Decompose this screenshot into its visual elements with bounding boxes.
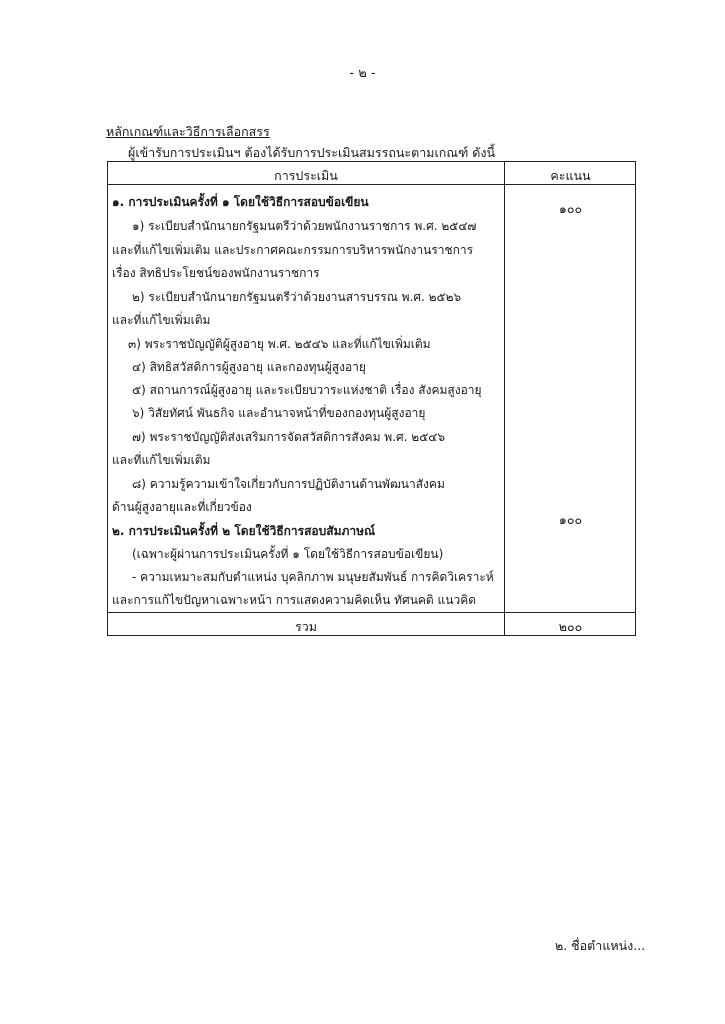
total-row [107, 612, 636, 636]
section1-line: ๕) สถานการณ์ผู้สูงอายุ และระเบียบวาระแห่งชาติ เรื่อง สังคมสูงอายุ [132, 383, 482, 397]
section1-score: ๑๐๐ [558, 201, 583, 216]
section1-line: เรื่อง สิทธิประโยชน์ของพนักงานราชการ [112, 266, 320, 280]
section1-line: ๘) ความรู้ความเข้าใจเกี่ยวกับการปฏิบัติงานด้านพัฒนาสังคม [132, 477, 445, 491]
continuation-note: ๒. ชื่อตำแหน่ง... [555, 938, 646, 953]
section1-line: และที่แก้ไขเพิ่มเติม และประกาศคณะกรรมการบริหารพนักงานราชการ [112, 243, 474, 257]
page-number: - ๒ - [349, 66, 376, 81]
section1-title: ๑. การประเมินครั้งที่ ๑ โดยใช้วิธีการสอบข้อเขียน [112, 195, 369, 209]
section1-line: ๒) ระเบียบสำนักนายกรัฐมนตรีว่าด้วยงานสารบรรณ พ.ศ. ๒๕๒๖ [132, 290, 462, 304]
section1-line: และที่แก้ไขเพิ่มเติม [112, 453, 211, 467]
section2-line: และการแก้ไขปัญหาเฉพาะหน้า การแสดงความคิดเห็น ทัศนคติ แนวคิด [112, 593, 477, 607]
section1-line: ด้านผู้สูงอายุและที่เกี่ยวข้อง [112, 500, 252, 514]
section1-line: ๑) ระเบียบสำนักนายกรัฐมนตรีว่าด้วยพนักงานราชการ พ.ศ. ๒๕๔๗ [132, 219, 477, 233]
header-evaluation: การประเมิน [274, 168, 338, 183]
evaluation-table [107, 161, 636, 636]
total-score: ๒๐๐ [558, 619, 583, 634]
total-label: รวม [295, 619, 317, 634]
column-divider [504, 162, 505, 635]
section2-line: (เฉพาะผู้ผ่านการประเมินครั้งที่ ๑ โดยใช้วิธีการสอบข้อเขียน) [132, 547, 444, 561]
section2-line: - ความเหมาะสมกับตำแหน่ง บุคลิกภาพ มนุษยสัมพันธ์ การคิดวิเคราะห์ [132, 570, 494, 584]
intro-text: ผู้เข้ารับการประเมินฯ ต้องได้รับการประเมินสมรรถนะตามเกณฑ์ ดังนี้ [128, 145, 496, 160]
section1-line: และที่แก้ไขเพิ่มเติม [112, 313, 211, 327]
header-score: คะแนน [550, 168, 591, 183]
section1-line: ๗) พระราชบัญญัติส่งเสริมการจัดสวัสดิการสังคม พ.ศ. ๒๕๔๖ [132, 430, 445, 444]
section2-title: ๒. การประเมินครั้งที่ ๒ โดยใช้วิธีการสอบสัมภาษณ์ [112, 524, 376, 538]
section1-line: ๔) สิทธิสวัสดิการผู้สูงอายุ และกองทุนผู้สูงอายุ [132, 360, 366, 374]
section1-line: ๓) พระราชบัญญัติผู้สูงอายุ พ.ศ. ๒๕๔๖ และที่แก้ไขเพิ่มเติม [128, 337, 431, 351]
section1-line: ๖) วิสัยทัศน์ พันธกิจ และอำนาจหน้าที่ของกองทุนผู้สูงอายุ [132, 406, 426, 420]
section-heading: หลักเกณฑ์และวิธีการเลือกสรร [106, 124, 270, 139]
section2-score: ๑๐๐ [558, 512, 583, 527]
